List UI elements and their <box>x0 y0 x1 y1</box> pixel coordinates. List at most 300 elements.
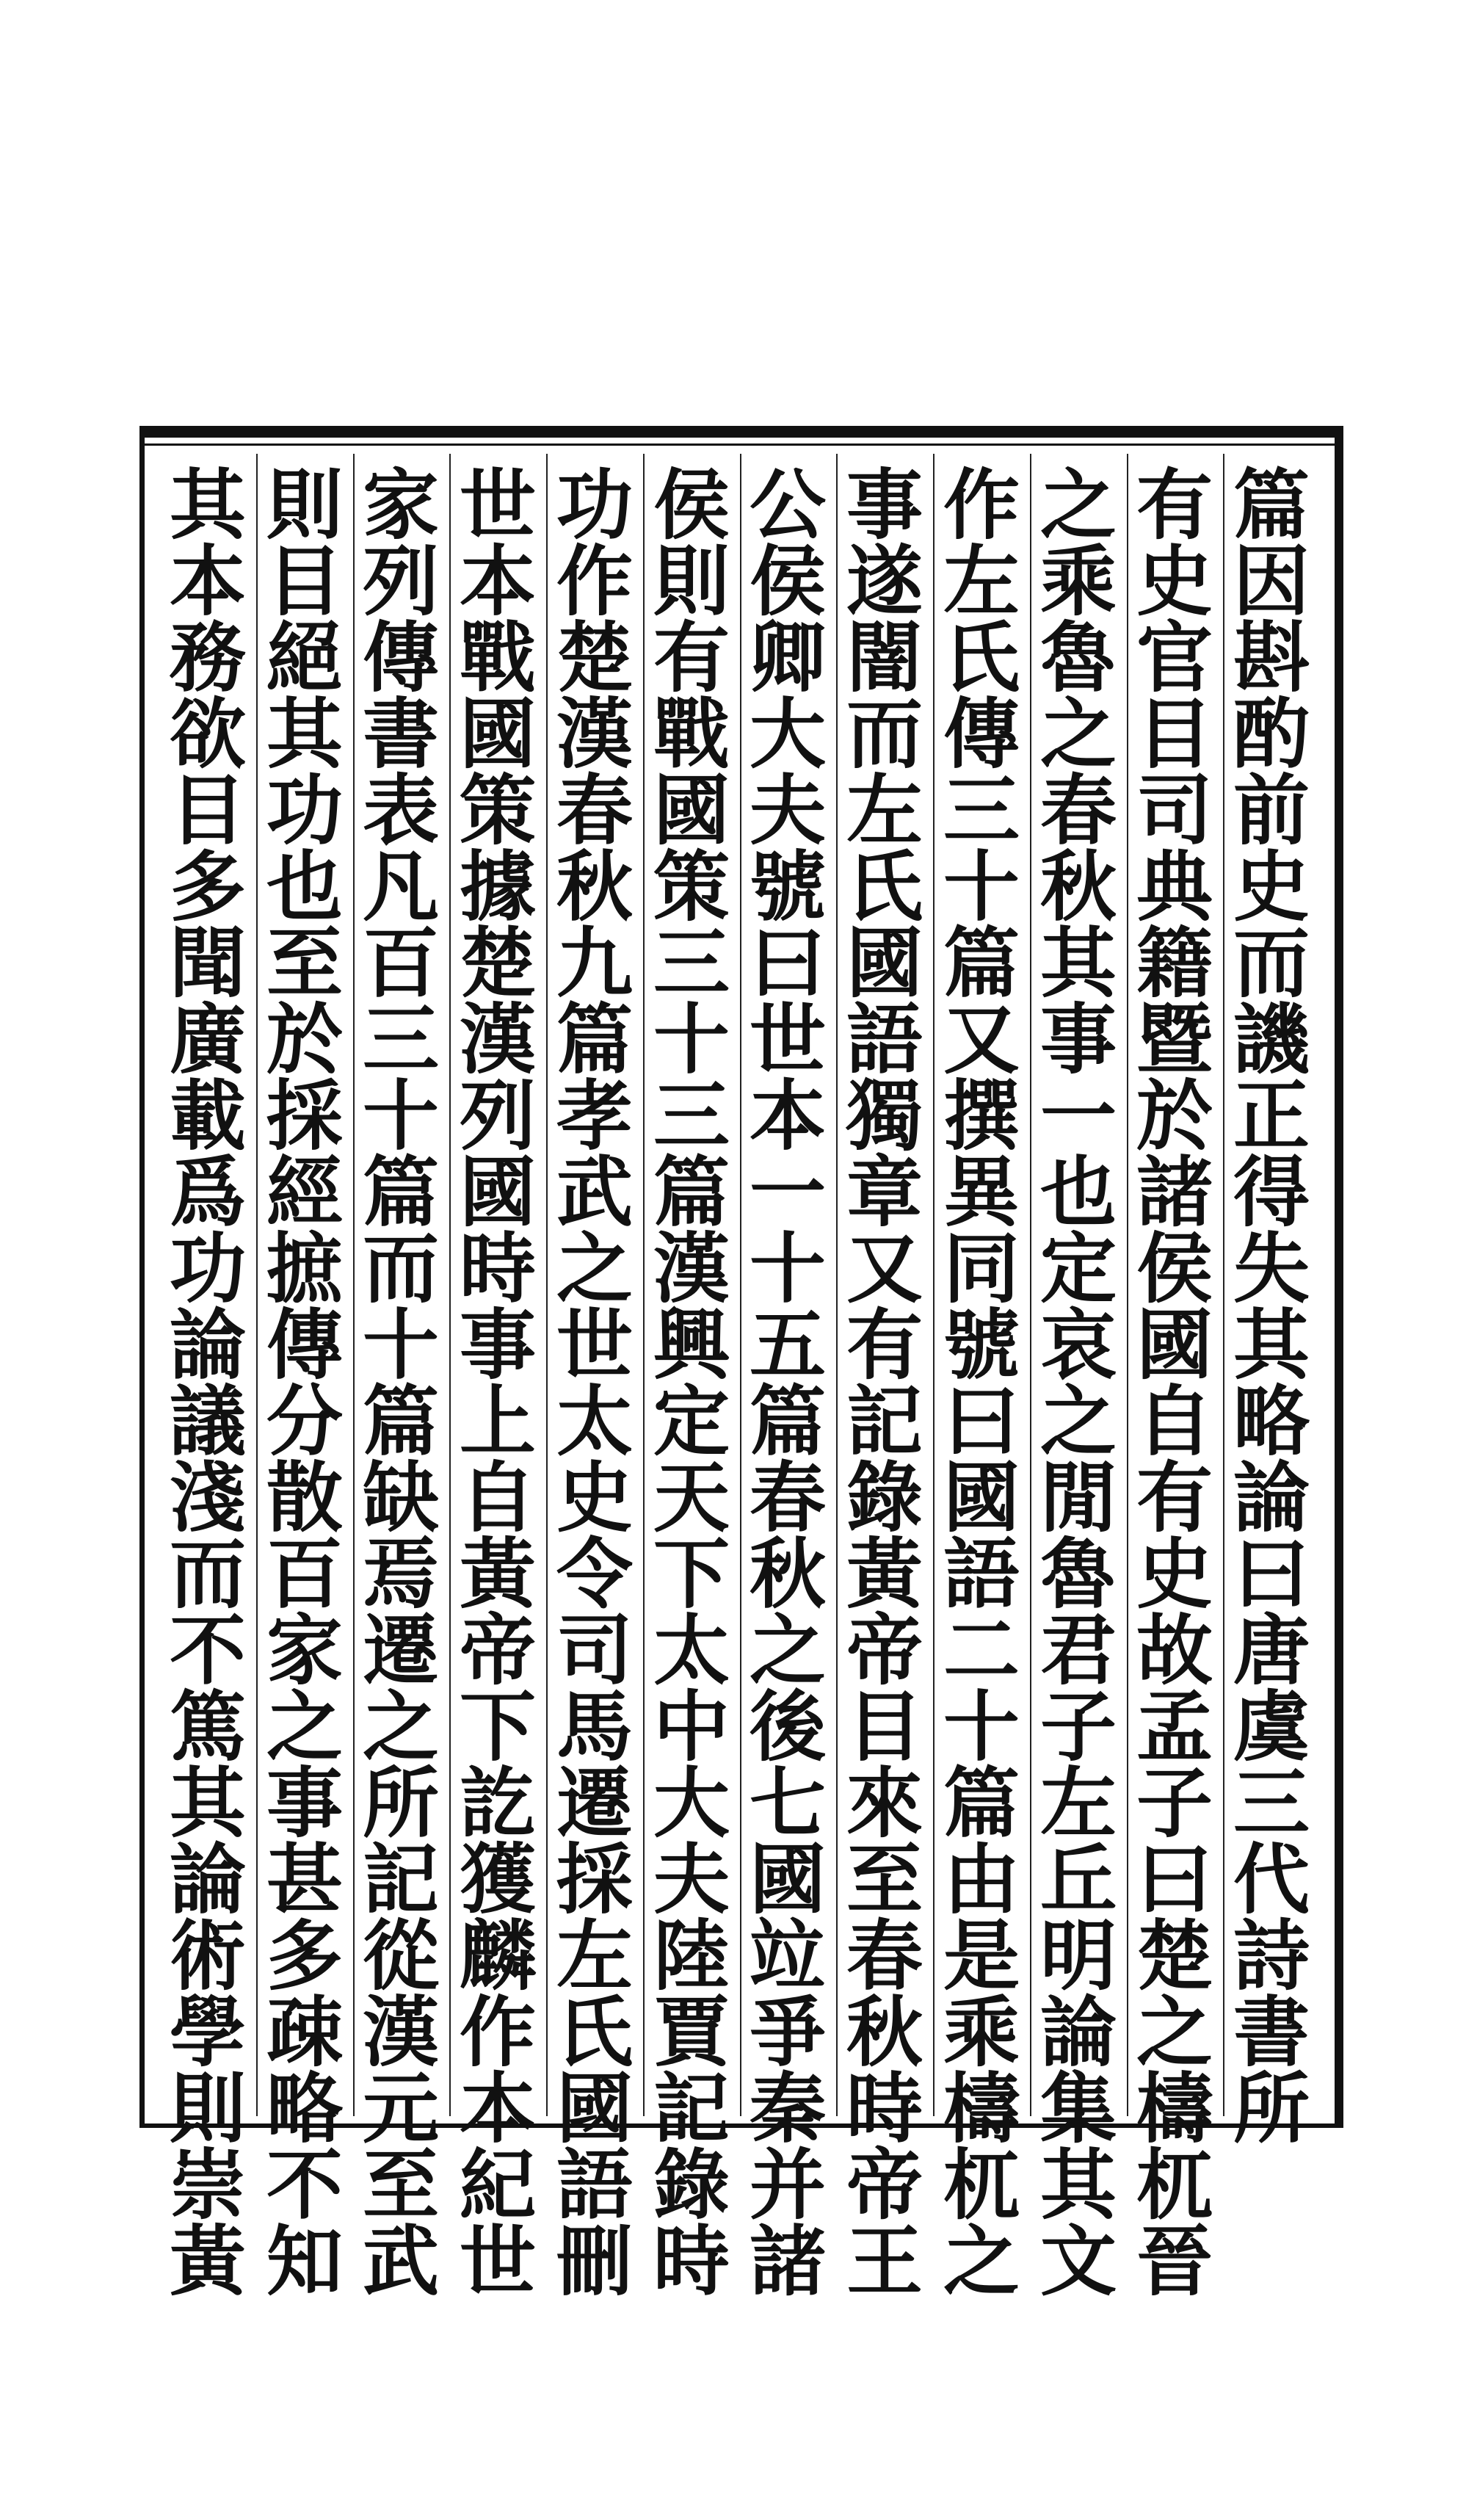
text-column-1 <box>1218 460 1325 2154</box>
character: 論 <box>169 1300 246 1390</box>
character: 則 <box>169 2063 246 2154</box>
character: 漢 <box>653 1223 730 1314</box>
character: 故 <box>1136 1605 1213 1695</box>
character: 撰 <box>943 1071 1020 1161</box>
character: 遷 <box>556 1758 633 1848</box>
character: 侯 <box>653 460 730 550</box>
character: 令 <box>556 1529 633 1619</box>
character: 有 <box>1136 460 1213 550</box>
character: 從 <box>362 1911 439 2001</box>
character: 本 <box>459 536 536 626</box>
character: 帝 <box>846 2140 923 2230</box>
character: 記 <box>362 1834 439 1925</box>
character: 曰 <box>943 1376 1020 1466</box>
character: 則 <box>653 536 730 626</box>
character: 國 <box>653 765 730 855</box>
character: 術 <box>169 1911 246 2001</box>
character: 孟 <box>1136 1681 1213 1772</box>
character: 紀 <box>459 2140 536 2230</box>
character: 卿 <box>749 612 826 703</box>
text-column-8 <box>541 460 648 2306</box>
character: 事 <box>459 1300 536 1390</box>
character: 七 <box>749 1758 826 1848</box>
character: 其 <box>1039 2140 1117 2230</box>
character: 元 <box>362 2063 439 2154</box>
character: 表 <box>362 765 439 855</box>
text-column-12 <box>154 460 261 2306</box>
character: 於 <box>1136 1071 1213 1161</box>
character: 君 <box>1039 1605 1117 1695</box>
character: 自 <box>1136 1376 1213 1466</box>
character: 國 <box>459 1147 536 1237</box>
character: 十 <box>943 1681 1020 1772</box>
character: 失 <box>1233 1223 1310 1314</box>
character: 號 <box>749 841 826 932</box>
character: 時 <box>653 2216 730 2306</box>
character: 世 <box>556 1300 633 1390</box>
character: 刪 <box>556 2216 633 2306</box>
character: 十 <box>749 1223 826 1314</box>
character: 五 <box>749 1300 826 1390</box>
character: 異 <box>943 1147 1020 1237</box>
character: 作 <box>943 460 1020 550</box>
character: 自 <box>459 1452 536 1543</box>
character: 之 <box>749 1605 826 1695</box>
character: 多 <box>266 1911 343 2001</box>
character: 論 <box>1039 1987 1117 2077</box>
character: 至 <box>846 1834 923 1925</box>
character: 史 <box>1136 536 1213 626</box>
character: 定 <box>653 1376 730 1466</box>
character: 春 <box>556 765 633 855</box>
character: 錄 <box>846 1452 923 1543</box>
character: 採 <box>556 1834 633 1925</box>
character: 楚 <box>556 612 633 703</box>
column-rule <box>1223 454 1224 2116</box>
character: 酌 <box>1233 689 1310 779</box>
character: 也 <box>1039 1147 1117 1237</box>
character: 論 <box>169 1834 246 1925</box>
character: 杌 <box>1136 2140 1213 2230</box>
character: 作 <box>459 1987 536 2077</box>
character: 十 <box>943 841 1020 932</box>
character: 有 <box>846 1300 923 1390</box>
character: 廣 <box>169 994 246 1085</box>
character: 秋 <box>749 1529 826 1619</box>
character: 家 <box>362 460 439 550</box>
column-rule <box>353 454 355 2116</box>
character: 傳 <box>266 1300 343 1390</box>
character: 記 <box>846 1376 923 1466</box>
character: 乘 <box>943 1987 1020 2077</box>
character: 其 <box>1233 1300 1310 1390</box>
character: 議 <box>169 1376 246 1466</box>
character: 諸 <box>1136 1147 1213 1237</box>
character: 其 <box>169 1758 246 1848</box>
character: 正 <box>1233 1071 1310 1161</box>
character: 春 <box>846 1911 923 2001</box>
character: 之 <box>1039 460 1117 550</box>
character: 左 <box>846 765 923 855</box>
character: 九 <box>556 918 633 1008</box>
character: 黃 <box>459 1529 536 1619</box>
character: 曰 <box>1233 1529 1310 1619</box>
character: 同 <box>943 1223 1020 1314</box>
character: 司 <box>556 1605 633 1695</box>
character: 戰 <box>459 612 536 703</box>
character: 斟 <box>1233 612 1310 703</box>
character: 夫 <box>653 1834 730 1925</box>
character: 文 <box>1039 2216 1117 2306</box>
character: 欲 <box>169 689 246 779</box>
character: 作 <box>556 536 633 626</box>
character: 所 <box>1233 2063 1310 2154</box>
character: 侯 <box>1136 1223 1213 1314</box>
character: 大 <box>749 689 826 779</box>
character: 子 <box>1039 1681 1117 1772</box>
character: 時 <box>459 1223 536 1314</box>
character: 晉 <box>1136 2216 1213 2306</box>
character: 漢 <box>556 689 633 779</box>
character: 焉 <box>362 1529 439 1619</box>
column-rule <box>546 454 548 2116</box>
character: 氏 <box>943 612 1020 703</box>
character: 是 <box>943 1911 1020 2001</box>
character: 國 <box>556 2063 633 2154</box>
character: 曰 <box>749 918 826 1008</box>
character: 知 <box>266 2216 343 2306</box>
character: 聞 <box>169 918 246 1008</box>
character: 語 <box>556 2140 633 2230</box>
column-rule <box>643 454 645 2116</box>
character: 而 <box>1233 918 1310 1008</box>
character: 而 <box>169 1529 246 1619</box>
character: 戰 <box>653 689 730 779</box>
character: 略 <box>1233 1376 1310 1466</box>
character: 侯 <box>749 536 826 626</box>
character: 記 <box>653 2063 730 2154</box>
character: 略 <box>266 2063 343 2154</box>
character: 不 <box>266 2140 343 2230</box>
character: 有 <box>653 612 730 703</box>
character: 凡 <box>362 841 439 932</box>
character: 太 <box>653 1605 730 1695</box>
character: 史 <box>556 1452 633 1543</box>
character: 篤 <box>169 1681 246 1772</box>
character: 乘 <box>1039 536 1117 626</box>
character: 黃 <box>846 1529 923 1619</box>
character: 摭 <box>266 1223 343 1314</box>
character: 獲 <box>459 1834 536 1925</box>
character: 百 <box>362 918 439 1008</box>
character: 世 <box>459 460 536 550</box>
character: 爭 <box>749 1987 826 2077</box>
character: 之 <box>266 1681 343 1772</box>
character: 務 <box>169 612 246 703</box>
character: 列 <box>459 1071 536 1161</box>
character: 之 <box>1136 1987 1213 2077</box>
character: 篇 <box>362 1376 439 1466</box>
character: 來 <box>846 1758 923 1848</box>
character: 書 <box>1233 1987 1310 2077</box>
character: 檮 <box>943 2063 1020 2154</box>
character: 論 <box>1233 1452 1310 1543</box>
character: 三 <box>362 994 439 1085</box>
text-frame <box>139 426 1343 2306</box>
character: 而 <box>846 689 923 779</box>
text-column-9 <box>444 460 551 2306</box>
character: 爲 <box>169 1147 246 1237</box>
character: 之 <box>1039 1376 1117 1466</box>
character: 世 <box>459 2216 536 2306</box>
character: 竝 <box>749 1911 826 2001</box>
character: 而 <box>362 1223 439 1314</box>
character: 左 <box>556 1911 633 2001</box>
character: 籍 <box>1136 918 1213 1008</box>
column-rule <box>256 454 258 2116</box>
character: 暨 <box>1136 994 1213 1085</box>
character: 有 <box>1136 1452 1213 1543</box>
character: 策 <box>459 765 536 855</box>
text-column-4 <box>928 460 1035 2306</box>
character: 大 <box>653 1758 730 1848</box>
character: 語 <box>846 994 923 1085</box>
character: 三 <box>653 1071 730 1161</box>
character: 篇 <box>749 1376 826 1466</box>
character: 楚 <box>1136 1911 1213 2001</box>
character: 公 <box>749 460 826 550</box>
character: 魯 <box>1039 612 1117 703</box>
column-rule <box>933 454 935 2116</box>
character: 武 <box>556 1147 633 1237</box>
character: 目 <box>1136 689 1213 779</box>
character: 據 <box>459 841 536 932</box>
character: 魯 <box>1039 1529 1117 1619</box>
character: 事 <box>846 460 923 550</box>
character: 由 <box>943 1834 1020 1925</box>
character: 太 <box>556 1376 633 1466</box>
character: 篇 <box>943 918 1020 1008</box>
text-column-10 <box>347 460 454 2306</box>
character: 一 <box>1039 1071 1117 1161</box>
character: 哀 <box>1039 1300 1117 1390</box>
character: 三 <box>653 918 730 1008</box>
character: 下 <box>459 1681 536 1772</box>
character: 曰 <box>1136 1834 1213 1925</box>
text-column-5 <box>831 460 938 2306</box>
character: 代 <box>1233 1834 1310 1925</box>
character: 漢 <box>362 1987 439 2077</box>
character: 賈 <box>653 1987 730 2077</box>
character: 於 <box>266 994 343 1085</box>
character: 王 <box>846 2216 923 2306</box>
character: 帝 <box>846 1605 923 1695</box>
character: 三 <box>1233 1758 1310 1848</box>
character: 本 <box>749 1071 826 1161</box>
character: 官 <box>1136 612 1213 703</box>
character: 其 <box>169 460 246 550</box>
character: 興 <box>653 1300 730 1390</box>
text-column-6 <box>734 460 841 2306</box>
character: 麟 <box>459 1911 536 2001</box>
character: 載 <box>169 1071 246 1161</box>
character: 遂 <box>846 536 923 626</box>
character: 章 <box>846 1147 923 1237</box>
character: 甚 <box>266 1834 343 1925</box>
character: 目 <box>169 765 246 855</box>
character: 其 <box>1039 918 1117 1008</box>
column-rule <box>740 454 741 2116</box>
character: 又 <box>943 994 1020 1085</box>
character: 孝 <box>556 1071 633 1161</box>
character: 國 <box>749 1834 826 1925</box>
character: 至 <box>266 918 343 1008</box>
character: 下 <box>653 1529 730 1619</box>
character: 篇 <box>653 1147 730 1237</box>
text-column-11 <box>251 460 358 2306</box>
character: 秋 <box>1039 841 1117 932</box>
character: 語 <box>943 1529 1020 1619</box>
character: 功 <box>556 460 633 550</box>
character: 則 <box>266 460 343 550</box>
character: 國 <box>846 918 923 1008</box>
character: 闇 <box>846 612 923 703</box>
character: 獨 <box>846 1071 923 1161</box>
character: 左 <box>1039 1758 1117 1848</box>
character: 武 <box>362 2216 439 2306</box>
character: 號 <box>943 1300 1020 1390</box>
character: 絕 <box>266 612 343 703</box>
character: 子 <box>1136 1758 1213 1848</box>
character: 之 <box>943 2216 1020 2306</box>
character: 疎 <box>266 1987 343 2077</box>
character: 三 <box>943 765 1020 855</box>
character: 採 <box>266 1071 343 1161</box>
character: 中 <box>653 1681 730 1772</box>
character: 虞 <box>1233 1681 1310 1772</box>
character: 春 <box>749 1452 826 1543</box>
character: 傳 <box>943 689 1020 779</box>
character: 杌 <box>943 2140 1020 2230</box>
character: 不 <box>169 1605 246 1695</box>
character: 國 <box>1136 1300 1213 1390</box>
character: 學 <box>169 1987 246 2077</box>
character: 史 <box>1136 1529 1213 1619</box>
character: 散 <box>266 1452 343 1543</box>
character: 定 <box>1039 1223 1117 1314</box>
character: 本 <box>459 2063 536 2154</box>
character: 詩 <box>1233 1911 1310 2001</box>
character: 檮 <box>1136 2063 1213 2154</box>
character: 國 <box>943 1452 1020 1543</box>
character: 丘 <box>1039 1834 1117 1925</box>
character: 目 <box>846 1681 923 1772</box>
character: 唐 <box>1233 1605 1310 1695</box>
character: 左 <box>943 536 1020 626</box>
character: 上 <box>459 1376 536 1466</box>
character: 帝 <box>459 1605 536 1695</box>
character: 一 <box>749 1147 826 1237</box>
character: 書 <box>362 689 439 779</box>
character: 事 <box>1039 994 1117 1085</box>
text-column-2 <box>1121 460 1228 2306</box>
character: 淺 <box>169 1452 246 1543</box>
character: 秦 <box>749 2063 826 2154</box>
character: 秋 <box>846 1987 923 2077</box>
character: 家 <box>266 1605 343 1695</box>
character: 錄 <box>653 2140 730 2230</box>
character: 多 <box>169 841 246 932</box>
character: 陸 <box>653 1911 730 2001</box>
character: 十 <box>362 1300 439 1390</box>
character: 司 <box>1136 765 1213 855</box>
text-column-7 <box>638 460 745 2306</box>
character: 世 <box>749 994 826 1085</box>
character: 十 <box>653 994 730 1085</box>
character: 譏 <box>1233 994 1310 1085</box>
character: 崇 <box>169 2140 246 2230</box>
character: 黃 <box>169 2216 246 2306</box>
character: 經 <box>266 1147 343 1237</box>
column-rule <box>1030 454 1031 2116</box>
character: 集 <box>1039 2063 1117 2154</box>
character: 前 <box>1233 765 1310 855</box>
character: 之 <box>556 1223 633 1314</box>
character: 十 <box>362 1071 439 1161</box>
character: 遷 <box>362 1605 439 1695</box>
character: 又 <box>846 1223 923 1314</box>
character: 氏 <box>846 841 923 932</box>
character: 夫 <box>749 765 826 855</box>
character: 功 <box>169 1223 246 1314</box>
character: 所 <box>362 1758 439 1848</box>
character: 氏 <box>556 1987 633 2077</box>
character: 篇 <box>362 1147 439 1237</box>
character: 篇 <box>1233 460 1310 550</box>
character: 史 <box>1233 841 1310 932</box>
character: 目 <box>266 536 343 626</box>
character: 策 <box>653 841 730 932</box>
character: 分 <box>266 1376 343 1466</box>
character: 篇 <box>943 1758 1020 1848</box>
character: 篇 <box>556 994 633 1085</box>
column-rule <box>449 454 451 2116</box>
character: 缺 <box>362 1452 439 1543</box>
column-rule <box>1127 454 1128 2116</box>
column-rule <box>836 454 838 2116</box>
character: 天 <box>653 1452 730 1543</box>
character: 春 <box>1039 765 1117 855</box>
character: 二 <box>943 1605 1020 1695</box>
character: 列 <box>362 536 439 626</box>
character: 訖 <box>459 1758 536 1848</box>
character: 因 <box>1233 536 1310 626</box>
character: 諸 <box>749 2216 826 2306</box>
character: 傳 <box>362 612 439 703</box>
character: 後 <box>749 1681 826 1772</box>
character: 秋 <box>556 841 633 932</box>
character: 百 <box>266 1529 343 1619</box>
character: 功 <box>266 765 343 855</box>
character: 楚 <box>459 918 536 1008</box>
character: 之 <box>362 1681 439 1772</box>
text-column-3 <box>1025 460 1132 2306</box>
character: 國 <box>459 689 536 779</box>
character: 也 <box>266 841 343 932</box>
character: 得 <box>1233 1147 1310 1237</box>
character: 并 <box>749 2140 826 2230</box>
character: 之 <box>1039 689 1117 779</box>
